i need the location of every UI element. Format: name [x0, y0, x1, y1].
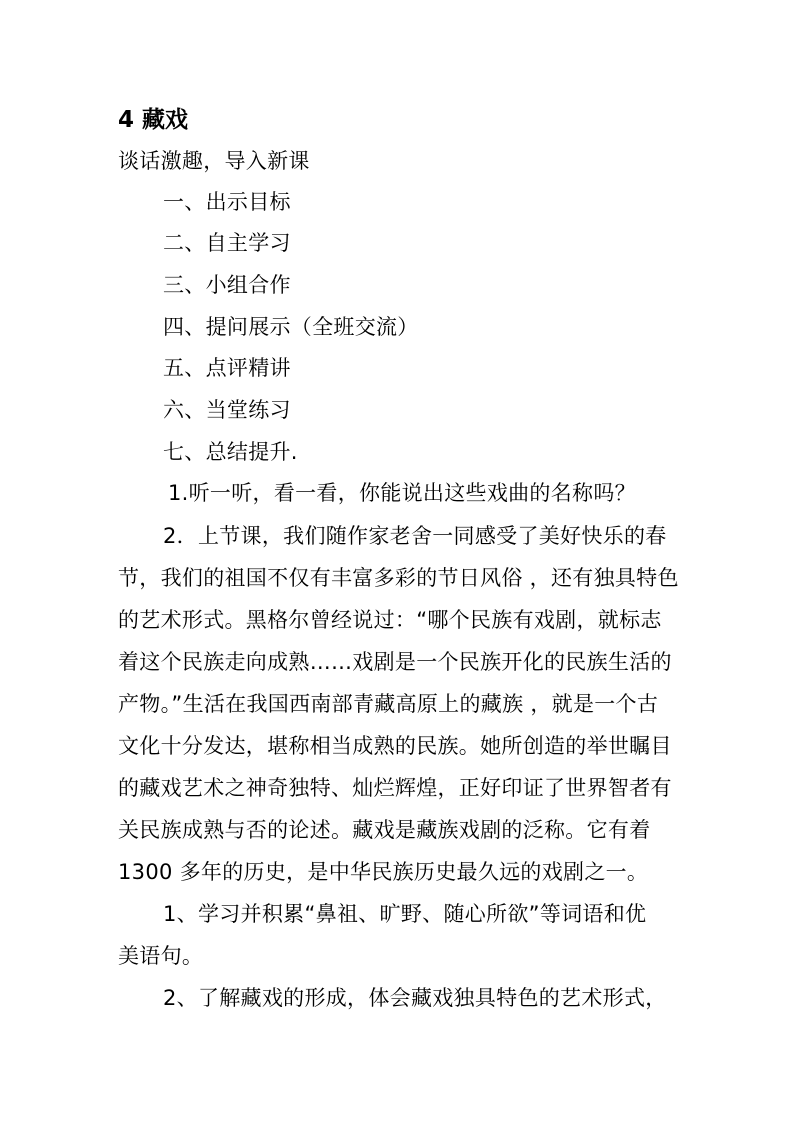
paragraph-line: 2．上节课，我们随作家老舍一同感受了美好快乐的春 — [163, 524, 667, 548]
step-item: 三、小组合作 — [163, 273, 291, 297]
paragraph-line: 的艺术形式。黑格尔曾经说过：“哪个民族有戏剧，就标志 — [118, 608, 662, 632]
paragraph-line: 1300 多年的历史，是中华民族历史最久远的戏剧之一。 — [118, 860, 649, 884]
paragraph-line: 着这个民族走向成熟……戏剧是一个民族开化的民族生活的 — [118, 650, 672, 674]
step-item: 四、提问展示（全班交流） — [163, 315, 419, 339]
paragraph-line: 1.听一听，看一看，你能说出这些戏曲的名称吗？ — [168, 481, 636, 505]
step-item: 一、出示目标 — [163, 190, 291, 214]
paragraph-line: 产物。”生活在我国西南部青藏高原上的藏族 ，就是一个古 — [118, 692, 659, 716]
paragraph-line: 2、了解藏戏的形成，体会藏戏独具特色的艺术形式， — [163, 986, 667, 1010]
step-item: 七、总结提升. — [163, 440, 298, 464]
paragraph-line: 1、学习并积累“鼻祖、旷野、随心所欲”等词语和优 — [163, 902, 647, 926]
lesson-title: 4 藏戏 — [118, 107, 189, 133]
paragraph-line: 的藏戏艺术之神奇独特、灿烂辉煌，正好印证了世界智者有 — [118, 776, 672, 800]
paragraph-line: 美语句。 — [118, 944, 204, 968]
step-item: 五、点评精讲 — [163, 356, 291, 380]
step-item: 六、当堂练习 — [163, 398, 291, 422]
step-item: 二、自主学习 — [163, 231, 291, 255]
paragraph-line: 文化十分发达，堪称相当成熟的民族。她所创造的举世瞩目 — [118, 734, 672, 758]
paragraph-line: 关民族成熟与否的论述。藏戏是藏族戏剧的泛称。它有着 — [118, 818, 651, 842]
paragraph-line: 节，我们的祖国不仅有丰富多彩的节日风俗 ，还有独具特色 — [118, 566, 679, 590]
intro-line: 谈话激趣，导入新课 — [118, 149, 310, 173]
